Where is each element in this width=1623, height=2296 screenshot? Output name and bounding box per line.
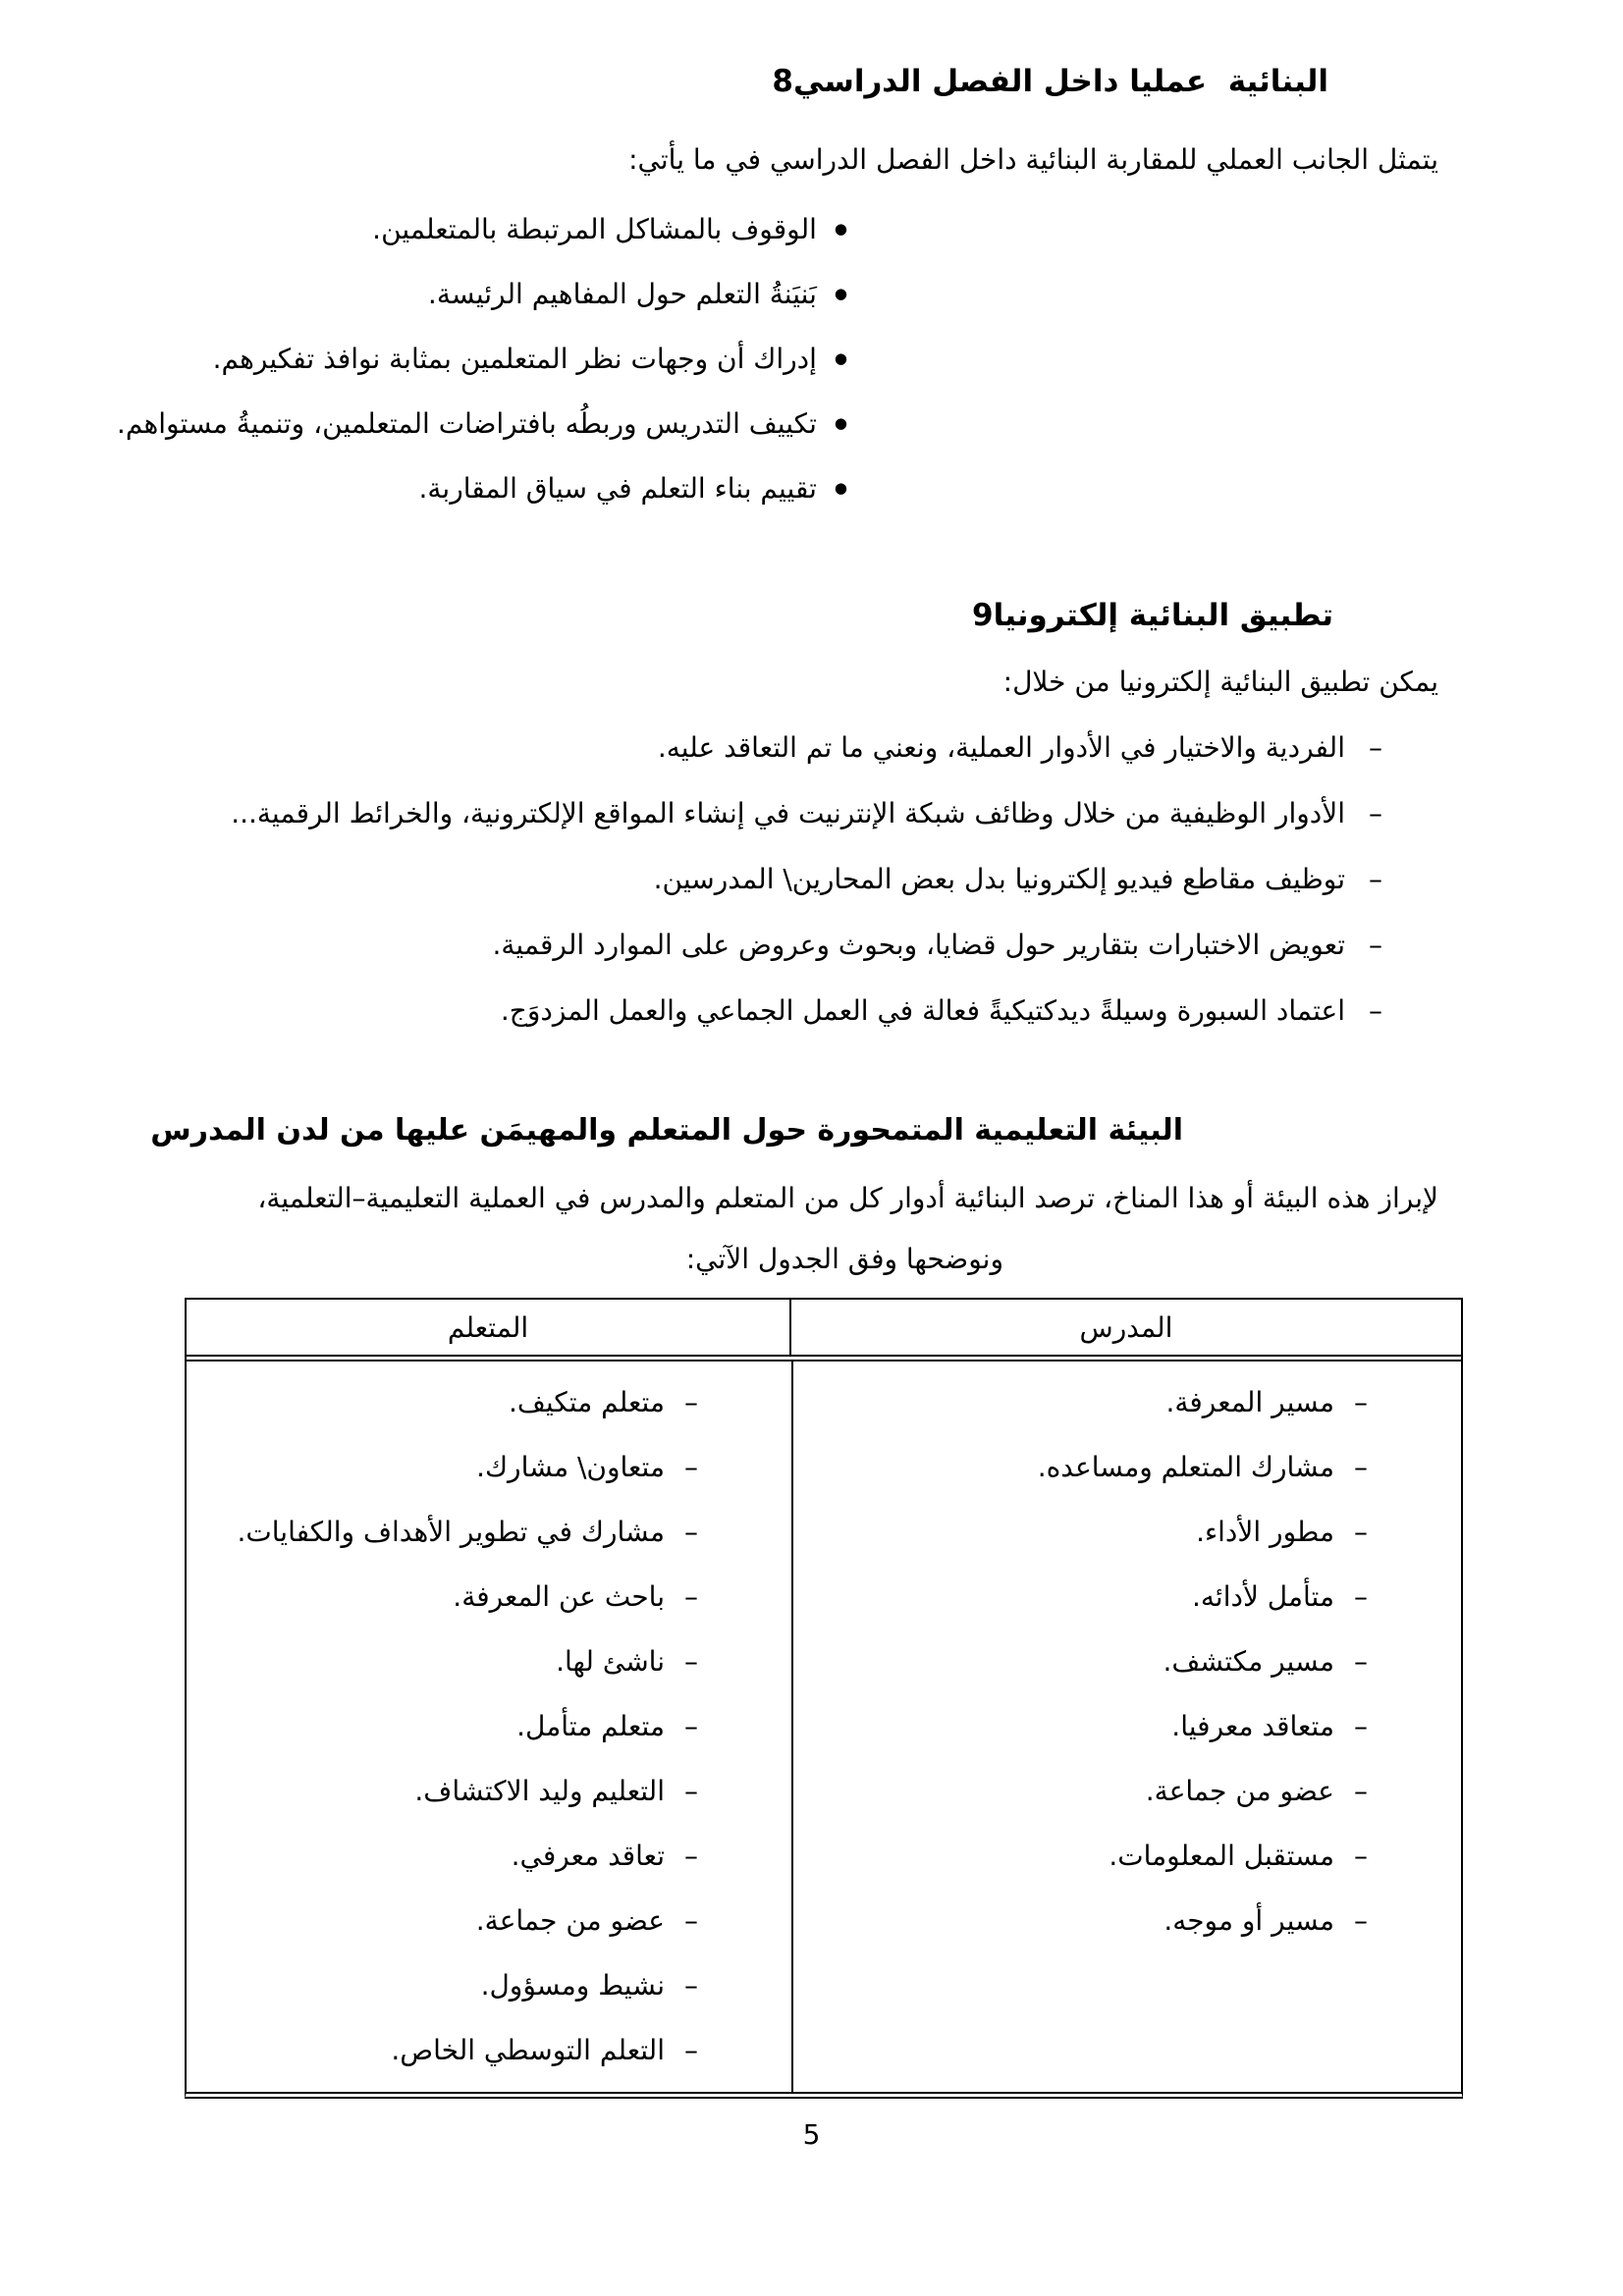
table-item-text: تعاقد معرفي. <box>511 1839 665 1872</box>
table-item-text: مشارك في تطوير الأهداف والكفايات. <box>237 1515 665 1548</box>
bullet-icon: ● <box>834 478 847 497</box>
list-item <box>117 391 847 455</box>
list-item-text: تعويض الاختبارات بتقارير حول قضايا، وبحوث وعروض على الموارد الرقمية. <box>492 929 1345 961</box>
dash-icon: – <box>1354 1709 1368 1742</box>
section1-heading: البنائية عمليا داخل الفصل الدراسي8 <box>772 64 1328 99</box>
dash-icon: – <box>1369 994 1382 1027</box>
e-learning-dash-list <box>231 715 1382 1043</box>
dash-icon: – <box>1354 1774 1368 1807</box>
table-list-item <box>803 1629 1368 1693</box>
list-item-text: تكييف التدريس وربطُه بافتراضات المتعلمين، وتنميةُ مستواهم. <box>116 406 817 440</box>
table-list-item <box>196 1369 698 1434</box>
table-list-item <box>196 1758 698 1823</box>
dash-icon: – <box>684 1839 698 1872</box>
dash-icon: – <box>1354 1450 1368 1483</box>
table-item-text: مشارك المتعلم ومساعده. <box>1037 1450 1334 1483</box>
list-item-text: تقييم بناء التعلم في سياق المقاربة. <box>418 471 817 505</box>
table-item-text: التعليم وليد الاكتشاف. <box>414 1774 665 1807</box>
list-item-text: الأدوار الوظيفية من خلال وظائف شبكة الإنترنيت في إنشاء المواقع الإلكترونية، والخرائط الرقمية... <box>231 797 1345 829</box>
table-item-text: نشيط ومسؤول. <box>480 1968 665 2002</box>
teacher-column-header: المدرس <box>789 1300 1461 1355</box>
table-item-text: متأمل لأدائه. <box>1191 1579 1334 1613</box>
table-list-item <box>803 1888 1368 1952</box>
table-list-item <box>803 1758 1368 1823</box>
table-item-text: عضو من جماعة. <box>1145 1774 1334 1807</box>
dash-icon: – <box>684 2033 698 2066</box>
table-list-item <box>803 1823 1368 1888</box>
bullet-icon: ● <box>834 348 847 367</box>
dash-icon: – <box>684 1515 698 1548</box>
dash-icon: – <box>1369 731 1382 764</box>
list-item-text: الفردية والاختيار في الأدوار العملية، ونعني ما تم التعاقد عليه. <box>657 731 1345 764</box>
section2-heading: تطبيق البنائية إلكترونيا9 <box>972 598 1333 633</box>
dash-icon: – <box>1354 1839 1368 1872</box>
table-list-item <box>196 1888 698 1952</box>
bullet-icon: ● <box>834 413 847 432</box>
table-list-item <box>803 1434 1368 1499</box>
dash-icon: – <box>1354 1515 1368 1548</box>
list-item <box>117 261 847 326</box>
table-list-item <box>196 1823 698 1888</box>
list-item-text: بَنيَنةُ التعلم حول المفاهيم الرئيسة. <box>427 277 817 310</box>
table-item-text: مطور الأداء. <box>1196 1515 1334 1548</box>
table-list-item <box>196 2017 698 2082</box>
section3-paragraph-line2: ونوضحها وفق الجدول الآتي: <box>685 1243 1003 1275</box>
dash-icon: – <box>684 1450 698 1483</box>
learner-column-header: المتعلم <box>447 1310 529 1344</box>
dash-icon: – <box>684 1968 698 2002</box>
section1-intro: يتمثل الجانب العملي للمقاربة البنائية داخل الفصل الدراسي في ما يأتي: <box>628 143 1438 176</box>
roles-table-body-row <box>187 1362 1461 2092</box>
table-list-item <box>196 1434 698 1499</box>
table-list-item <box>196 1693 698 1758</box>
table-item-text: باحث عن المعرفة. <box>453 1579 665 1613</box>
list-item <box>231 780 1382 846</box>
dash-icon: – <box>684 1903 698 1937</box>
table-item-text: متعاون\ مشارك. <box>476 1450 665 1483</box>
table-list-item <box>803 1499 1368 1564</box>
list-item-text: اعتماد السبورة وسيلةً ديدكتيكيةً فعالة في العمل الجماعي والعمل المزدوَج. <box>500 994 1345 1027</box>
list-item <box>231 978 1382 1043</box>
dash-icon: – <box>684 1644 698 1678</box>
dash-icon: – <box>1354 1644 1368 1678</box>
list-item <box>231 846 1382 912</box>
table-item-text: مسير أو موجه. <box>1163 1903 1334 1937</box>
table-item-text: التعلم التوسطي الخاص. <box>391 2033 665 2066</box>
roles-table-header-row <box>187 1300 1461 1362</box>
dash-icon: – <box>1369 863 1382 895</box>
bullet-icon: ● <box>834 284 847 302</box>
section3-heading: البيئة التعليمية المتمحورة حول المتعلم والمهيمَن عليها من لدن المدرس <box>150 1113 1183 1148</box>
table-list-item <box>196 1564 698 1629</box>
table-item-text: مسير المعرفة. <box>1165 1385 1334 1418</box>
table-item-text: مسير مكتشف. <box>1163 1644 1334 1678</box>
dash-icon: – <box>1354 1903 1368 1937</box>
dash-icon: – <box>684 1709 698 1742</box>
table-list-item <box>196 1952 698 2017</box>
table-item-text: متعاقد معرفيا. <box>1171 1709 1334 1742</box>
section2-intro: يمكن تطبيق البنائية إلكترونيا من خلال: <box>1002 666 1438 698</box>
list-item <box>117 196 847 261</box>
table-list-item <box>196 1499 698 1564</box>
table-list-item <box>196 1629 698 1693</box>
table-list-item <box>803 1564 1368 1629</box>
table-item-text: عضو من جماعة. <box>475 1903 665 1937</box>
list-item <box>231 912 1382 978</box>
dash-icon: – <box>1369 797 1382 829</box>
dash-icon: – <box>1354 1385 1368 1418</box>
dash-icon: – <box>1354 1579 1368 1613</box>
classroom-bullet-list <box>117 196 847 520</box>
table-list-item <box>803 1369 1368 1434</box>
list-item <box>117 455 847 520</box>
table-item-text: متعلم متأمل. <box>516 1709 665 1742</box>
dash-icon: – <box>684 1385 698 1418</box>
dash-icon: – <box>684 1579 698 1613</box>
table-item-text: مستقبل المعلومات. <box>1109 1839 1334 1872</box>
list-item-text: إدراك أن وجهات نظر المتعلمين بمثابة نوافذ تفكيرهم. <box>212 342 817 375</box>
roles-table <box>185 1298 1463 2099</box>
teacher-column-cell <box>791 1362 1461 2092</box>
table-item-text: متعلم متكيف. <box>508 1385 665 1418</box>
section3-paragraph-line1: لإبراز هذه البيئة أو هذا المناخ، ترصد البنائية أدوار كل من المتعلم والمدرس في العملية التعليمية–التعلمية، <box>257 1182 1438 1214</box>
list-item-text: توظيف مقاطع فيديو إلكترونيا بدل بعض المحارين\ المدرسين. <box>653 863 1345 895</box>
page-number: 5 <box>802 2118 821 2151</box>
learner-column-cell <box>187 1362 791 2092</box>
dash-icon: – <box>684 1774 698 1807</box>
table-list-item <box>803 1693 1368 1758</box>
table-item-text: ناشئ لها. <box>556 1644 665 1678</box>
bullet-icon: ● <box>834 219 847 238</box>
list-item-text: الوقوف بالمشاكل المرتبطة بالمتعلمين. <box>372 212 817 245</box>
dash-icon: – <box>1369 929 1382 961</box>
list-item <box>231 715 1382 780</box>
list-item <box>117 326 847 391</box>
